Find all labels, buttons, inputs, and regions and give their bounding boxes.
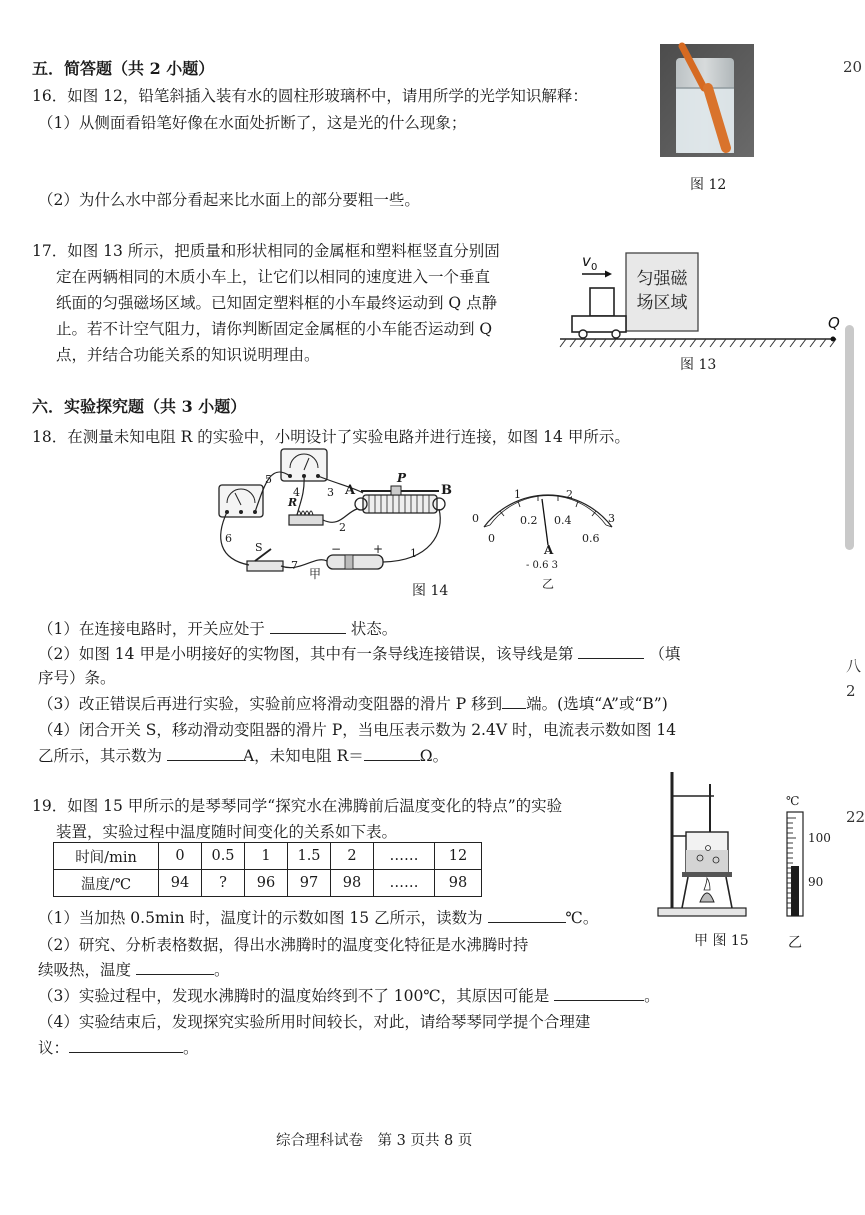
- q17-line3: 纸面的匀强磁场区域。已知固定塑料框的小车最终运动到 Q 点静: [56, 294, 498, 312]
- q17-line1: 17．如图 13 所示，把质量和形状相同的金属框和塑料框竖直分别固: [32, 242, 500, 260]
- q19-part4: 议： 。: [38, 1036, 199, 1058]
- q18-answer-3[interactable]: [502, 692, 526, 709]
- q18-answer-4b[interactable]: [364, 744, 420, 761]
- q19-answer-4[interactable]: [69, 1036, 183, 1053]
- figure-15-label-yi: 乙: [788, 935, 802, 951]
- edge-mark-top: 20: [843, 58, 863, 76]
- figure-15-apparatus: [652, 770, 752, 920]
- thermometer-unit: ℃: [786, 794, 800, 808]
- q19-part1: （1）当加热 0.5min 时，温度计的示数如图 15 乙所示，读数为 ℃。: [38, 906, 598, 928]
- q16-stem: 16．如图 12，铅笔斜插入装有水的圆柱形玻璃杯中，请用所学的光学知识解释：: [32, 87, 588, 105]
- battery: [327, 555, 383, 569]
- frame-on-cart: [590, 288, 614, 316]
- figure-14-caption: 图 14: [412, 583, 449, 599]
- page-footer: 综合理科试卷 第 3 页共 8 页: [276, 1133, 473, 1149]
- q19-data-table: [53, 842, 482, 897]
- q18-answer-2[interactable]: [578, 642, 644, 659]
- q19-part2-line1: （2）研究、分析表格数据，得出水沸腾时的温度变化特征是水沸腾时持: [38, 936, 529, 954]
- figure-13-caption: 图 13: [680, 357, 717, 373]
- thermometer-100: 100: [808, 831, 831, 845]
- q19-part3: （3）实验过程中，发现水沸腾时的温度始终到不了 100℃，其原因可能是 。: [38, 984, 660, 1006]
- q18-part1: （1）在连接电路时，开关应处于 状态。: [38, 617, 397, 639]
- velocity-subscript: 0: [591, 262, 598, 273]
- q18-answer-1[interactable]: [270, 617, 346, 634]
- edge-mark-mid-a: 八: [846, 657, 862, 675]
- figure-14-label-jia: 甲: [309, 567, 322, 581]
- q19-answer-2[interactable]: [136, 958, 214, 975]
- region-label-2: 场区域: [636, 293, 688, 313]
- section-five-title: 五．简答题（共 2 小题）: [32, 59, 215, 78]
- figure-14-ammeter-dial: 0 1 2 3 0 0.2 0.4 0.6 A - 0.6 3 乙: [472, 488, 615, 591]
- q18-answer-4a[interactable]: [167, 744, 243, 761]
- rheostat: [363, 495, 437, 513]
- figure-15-thermometer: [784, 794, 844, 922]
- figure-15-caption: 甲 图 15: [694, 933, 749, 949]
- region-label-1: 匀强磁: [636, 269, 688, 289]
- q18-part2-line2: 序号）条。: [38, 669, 116, 687]
- q17-line2: 定在两辆相同的木质小车上，让它们以相同的速度进入一个垂直: [56, 268, 491, 286]
- q18-part4-line1: （4）闭合开关 S，移动滑动变阻器的滑片 P，当电压表示数为 2.4V 时，电流表示数如图 14: [38, 721, 677, 739]
- q19-part4-line1: （4）实验结束后，发现探究实验所用时间较长，对此，请给琴琴同学提个合理建: [38, 1013, 591, 1031]
- q16-part2: （2）为什么水中部分看起来比水面上的部分要粗一些。: [38, 191, 420, 209]
- velocity-label: v: [582, 252, 591, 270]
- table-row: 时间/min 0 0.5 1 1.5 2 …… 12: [54, 843, 482, 870]
- figure-14-circuit: 5 4 3 R A P B 2 6 S 1 7 − + 甲: [205, 443, 455, 583]
- thermometer-90: 90: [808, 875, 824, 889]
- q19-line1: 19．如图 15 甲所示的是琴琴同学“探究水在沸腾前后温度变化的特点”的实验: [32, 797, 563, 815]
- q17-line4: 止。若不计空气阻力，请你判断固定金属框的小车能否运动到 Q: [56, 320, 493, 338]
- q18-stem: 18．在测量未知电阻 R 的实验中，小明设计了实验电路并进行连接，如图 14 甲所示。: [32, 428, 630, 446]
- edge-mark-mid-b: 2: [846, 682, 856, 700]
- figure-12-caption: 图 12: [690, 177, 727, 193]
- vertical-scrollbar[interactable]: [845, 325, 854, 550]
- section-six-title: 六．实验探究题（共 3 小题）: [32, 397, 247, 416]
- ammeter-needle: [542, 499, 548, 545]
- figure-14-label-yi: 乙: [542, 577, 555, 591]
- q18-part2: （2）如图 14 甲是小明接好的实物图，其中有一条导线连接错误，该导线是第 （填: [38, 642, 680, 664]
- q19-line2: 装置，实验过程中温度随时间变化的关系如下表。: [56, 823, 398, 841]
- thermometer-liquid-column: [791, 866, 799, 916]
- q-label: Q: [828, 314, 840, 332]
- cart-body: [572, 316, 626, 332]
- magnetic-field-region: [626, 253, 698, 331]
- q19-answer-1[interactable]: [488, 906, 566, 923]
- q18-part3: （3）改正错误后再进行实验，实验前应将滑动变阻器的滑片 P 移到 端。(选填“A”或“B”): [38, 692, 668, 714]
- q19-answer-3[interactable]: [554, 984, 644, 1001]
- q18-part4: 乙所示，其示数为 A，未知电阻 R＝ Ω。: [38, 744, 448, 766]
- q16-part1: （1）从侧面看铅笔好像在水面处折断了，这是光的什么现象；: [38, 114, 467, 132]
- figure-13-diagram: [560, 248, 845, 353]
- point-q: [831, 337, 836, 342]
- figure-12-photo: [660, 44, 754, 157]
- q17-line5: 点，并结合功能关系的知识说明理由。: [56, 346, 320, 364]
- q19-part2: 续吸热，温度 。: [38, 958, 229, 980]
- switch: [247, 561, 283, 571]
- edge-mark-right-c: 22: [846, 808, 865, 826]
- table-row: 温度/℃ 94 ? 96 97 98 …… 98: [54, 870, 482, 897]
